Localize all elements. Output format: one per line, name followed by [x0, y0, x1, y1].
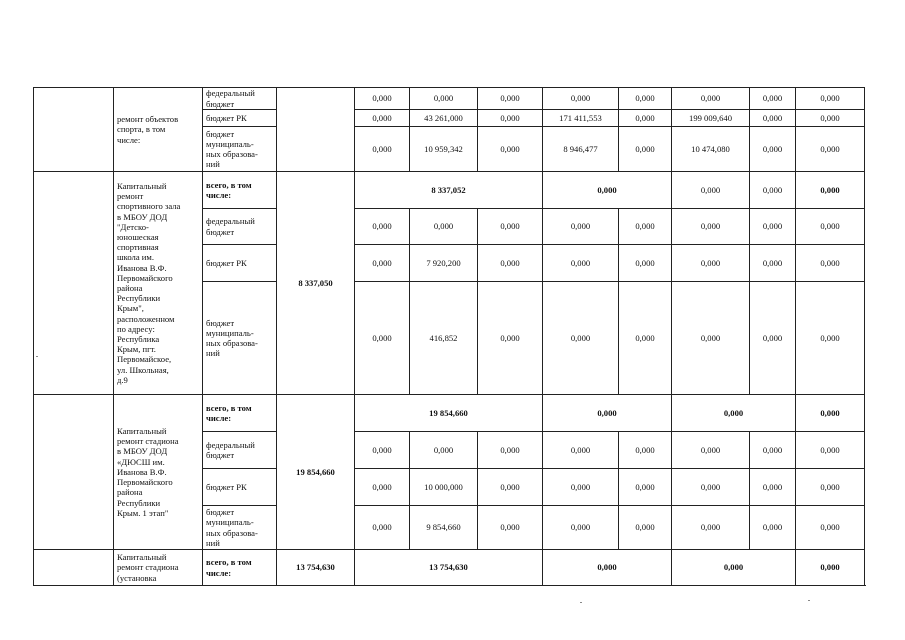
value-cell: 0,000	[796, 88, 865, 110]
table-row	[34, 395, 865, 432]
source-label-total: всего, в том числе:	[203, 395, 277, 432]
value-cell: 0,000	[478, 209, 543, 245]
number-cell	[34, 395, 114, 550]
value-cell: 0,000	[796, 432, 865, 469]
value-cell: 0,000	[543, 88, 619, 110]
object-name-cell: Капитальный ремонт стадиона (установка	[114, 550, 203, 586]
value-cell: 0,000	[672, 88, 750, 110]
value-cell: 0,000	[543, 245, 619, 282]
value-cell: 43 261,000	[410, 110, 478, 127]
source-label-municipal: бюджет муниципаль- ных образова- ний	[203, 506, 277, 550]
value-cell: 0,000	[750, 469, 796, 506]
total-value-cell: 8 337,052	[355, 172, 543, 209]
total-value-cell: 0,000	[672, 550, 796, 586]
value-cell: 0,000	[619, 110, 672, 127]
value-cell: 0,000	[750, 127, 796, 172]
value-cell: 0,000	[672, 432, 750, 469]
value-cell: 0,000	[410, 432, 478, 469]
value-cell: 0,000	[672, 506, 750, 550]
value-cell: 0,000	[672, 209, 750, 245]
total-cost-cell: 19 854,660	[277, 395, 355, 550]
total-cost-cell	[277, 88, 355, 172]
total-value-cell: 0,000	[543, 395, 672, 432]
value-cell: 0,000	[478, 432, 543, 469]
scan-speck	[36, 356, 38, 357]
source-label-total: всего, в том числе:	[203, 550, 277, 586]
value-cell: 7 920,200	[410, 245, 478, 282]
value-cell: 171 411,553	[543, 110, 619, 127]
value-cell: 0,000	[543, 282, 619, 395]
value-cell: 0,000	[410, 209, 478, 245]
table-row	[34, 172, 865, 209]
value-cell: 9 854,660	[410, 506, 478, 550]
object-name-cell: Капитальный ремонт спортивного зала в МБОУ ДОД "Детско- юношеская спортивная школа им. Иванова В.Ф. Первомайского района Республики Крым", расположенном по адресу: Республика Крым, пгт. Первомайское, ул. Школьная, д.9	[114, 172, 203, 395]
total-value-cell: 0,000	[796, 172, 865, 209]
source-label-federal: федеральный бюджет	[203, 209, 277, 245]
scan-speck	[808, 600, 810, 601]
value-cell: 0,000	[478, 282, 543, 395]
table-row	[34, 550, 865, 586]
object-name-cell: ремонт объектов спорта, в том числе:	[114, 88, 203, 172]
value-cell: 10 000,000	[410, 469, 478, 506]
value-cell: 0,000	[796, 127, 865, 172]
value-cell: 10 959,342	[410, 127, 478, 172]
total-value-cell: 0,000	[796, 395, 865, 432]
value-cell: 0,000	[796, 245, 865, 282]
value-cell: 0,000	[619, 282, 672, 395]
value-cell: 0,000	[543, 432, 619, 469]
value-cell: 0,000	[750, 245, 796, 282]
value-cell: 0,000	[796, 469, 865, 506]
value-cell: 0,000	[796, 209, 865, 245]
value-cell: 10 474,080	[672, 127, 750, 172]
source-label-federal: федеральный бюджет	[203, 432, 277, 469]
value-cell: 0,000	[543, 506, 619, 550]
value-cell: 0,000	[478, 506, 543, 550]
value-cell: 0,000	[619, 209, 672, 245]
value-cell: 0,000	[619, 469, 672, 506]
value-cell: 0,000	[355, 432, 410, 469]
source-label-rk: бюджет РК	[203, 245, 277, 282]
value-cell: 0,000	[619, 127, 672, 172]
value-cell: 0,000	[478, 88, 543, 110]
value-cell: 199 009,640	[672, 110, 750, 127]
value-cell: 0,000	[672, 245, 750, 282]
source-label-total: всего, в том числе:	[203, 172, 277, 209]
total-value-cell: 0,000	[672, 395, 796, 432]
value-cell: 0,000	[619, 88, 672, 110]
value-cell: 0,000	[355, 209, 410, 245]
value-cell: 0,000	[619, 506, 672, 550]
value-cell: 416,852	[410, 282, 478, 395]
value-cell: 0,000	[750, 88, 796, 110]
value-cell: 0,000	[750, 432, 796, 469]
total-value-cell: 13 754,630	[355, 550, 543, 586]
value-cell: 0,000	[478, 127, 543, 172]
total-cost-cell: 13 754,630	[277, 550, 355, 586]
total-value-cell: 0,000	[750, 172, 796, 209]
total-cost-cell: 8 337,050	[277, 172, 355, 395]
value-cell: 0,000	[619, 245, 672, 282]
source-label-federal: федеральный бюджет	[203, 88, 277, 110]
value-cell: 0,000	[619, 432, 672, 469]
budget-table	[33, 87, 865, 586]
value-cell: 0,000	[543, 469, 619, 506]
source-label-municipal: бюджет муниципаль- ных образова- ний	[203, 127, 277, 172]
value-cell: 0,000	[355, 245, 410, 282]
value-cell: 0,000	[750, 506, 796, 550]
value-cell: 0,000	[750, 110, 796, 127]
source-label-rk: бюджет РК	[203, 469, 277, 506]
value-cell: 8 946,477	[543, 127, 619, 172]
value-cell: 0,000	[750, 209, 796, 245]
total-value-cell: 0,000	[543, 172, 672, 209]
value-cell: 0,000	[796, 506, 865, 550]
value-cell: 0,000	[355, 110, 410, 127]
value-cell: 0,000	[355, 88, 410, 110]
total-value-cell: 0,000	[543, 550, 672, 586]
value-cell: 0,000	[478, 245, 543, 282]
scan-speck	[580, 602, 582, 603]
value-cell: 0,000	[355, 282, 410, 395]
value-cell: 0,000	[750, 282, 796, 395]
value-cell: 0,000	[478, 110, 543, 127]
number-cell	[34, 550, 114, 586]
value-cell: 0,000	[355, 469, 410, 506]
object-name-cell: Капитальный ремонт стадиона в МБОУ ДОД «ДЮСШ им. Иванова В.Ф. Первомайского района Республики Крым. 1 этап"	[114, 395, 203, 550]
value-cell: 0,000	[410, 88, 478, 110]
total-value-cell: 0,000	[672, 172, 750, 209]
value-cell: 0,000	[796, 282, 865, 395]
number-cell	[34, 172, 114, 395]
value-cell: 0,000	[355, 127, 410, 172]
value-cell: 0,000	[355, 506, 410, 550]
total-value-cell: 0,000	[796, 550, 865, 586]
number-cell	[34, 88, 114, 172]
total-value-cell: 19 854,660	[355, 395, 543, 432]
source-label-municipal: бюджет муниципаль- ных образова- ний	[203, 282, 277, 395]
value-cell: 0,000	[672, 469, 750, 506]
value-cell: 0,000	[478, 469, 543, 506]
table-row	[34, 88, 865, 110]
value-cell: 0,000	[672, 282, 750, 395]
source-label-rk: бюджет РК	[203, 110, 277, 127]
value-cell: 0,000	[796, 110, 865, 127]
value-cell: 0,000	[543, 209, 619, 245]
